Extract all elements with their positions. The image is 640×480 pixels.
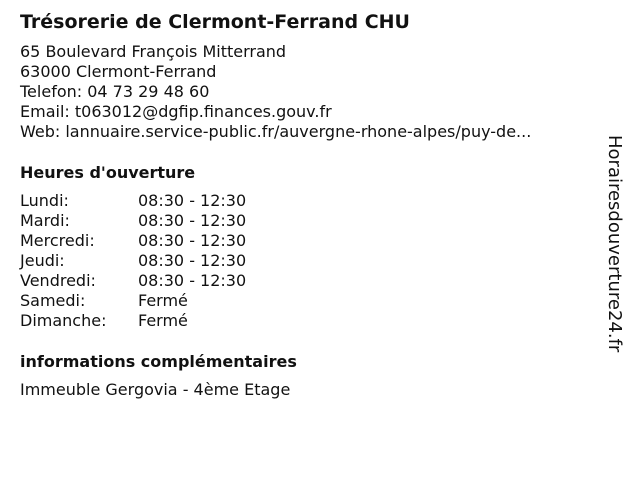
hours-row <box>20 191 595 211</box>
web-text: Web: lannuaire.service-public.fr/auvergne-rhone-alpes/puy-de... <box>20 122 532 141</box>
page-title: Trésorerie de Clermont-Ferrand CHU <box>20 11 410 33</box>
hours-time-value: Fermé <box>138 291 188 310</box>
hours-row <box>20 211 595 231</box>
hours-day-label: Dimanche: <box>20 311 107 330</box>
hours-row <box>20 291 595 311</box>
hours-time-value: 08:30 - 12:30 <box>138 191 247 210</box>
additional-info-heading: informations complémentaires <box>20 352 297 371</box>
hours-row <box>20 271 595 291</box>
hours-time-value: 08:30 - 12:30 <box>138 231 247 250</box>
address-line-1: 65 Boulevard François Mitterrand <box>20 42 287 61</box>
hours-time-value: 08:30 - 12:30 <box>138 211 247 230</box>
opening-hours-list <box>20 191 595 331</box>
hours-day-label: Lundi: <box>20 191 69 210</box>
email-text: Email: t063012@dgfip.finances.gouv.fr <box>20 102 332 121</box>
brand-watermark: Horairesdouverture24.fr <box>604 135 625 353</box>
hours-day-label: Mardi: <box>20 211 70 230</box>
hours-day-label: Samedi: <box>20 291 86 310</box>
hours-time-value: 08:30 - 12:30 <box>138 251 247 270</box>
place-card <box>20 8 595 400</box>
opening-hours-heading: Heures d'ouverture <box>20 163 196 182</box>
phone-text: Telefon: 04 73 29 48 60 <box>20 82 210 101</box>
hours-time-value: Fermé <box>138 311 188 330</box>
hours-row <box>20 311 595 331</box>
hours-day-label: Mercredi: <box>20 231 95 250</box>
hours-day-label: Vendredi: <box>20 271 96 290</box>
address-line-2: 63000 Clermont-Ferrand <box>20 62 217 81</box>
hours-day-label: Jeudi: <box>20 251 65 270</box>
hours-row <box>20 231 595 251</box>
additional-info-text: Immeuble Gergovia - 4ème Etage <box>20 380 291 399</box>
hours-row <box>20 251 595 271</box>
hours-time-value: 08:30 - 12:30 <box>138 271 247 290</box>
